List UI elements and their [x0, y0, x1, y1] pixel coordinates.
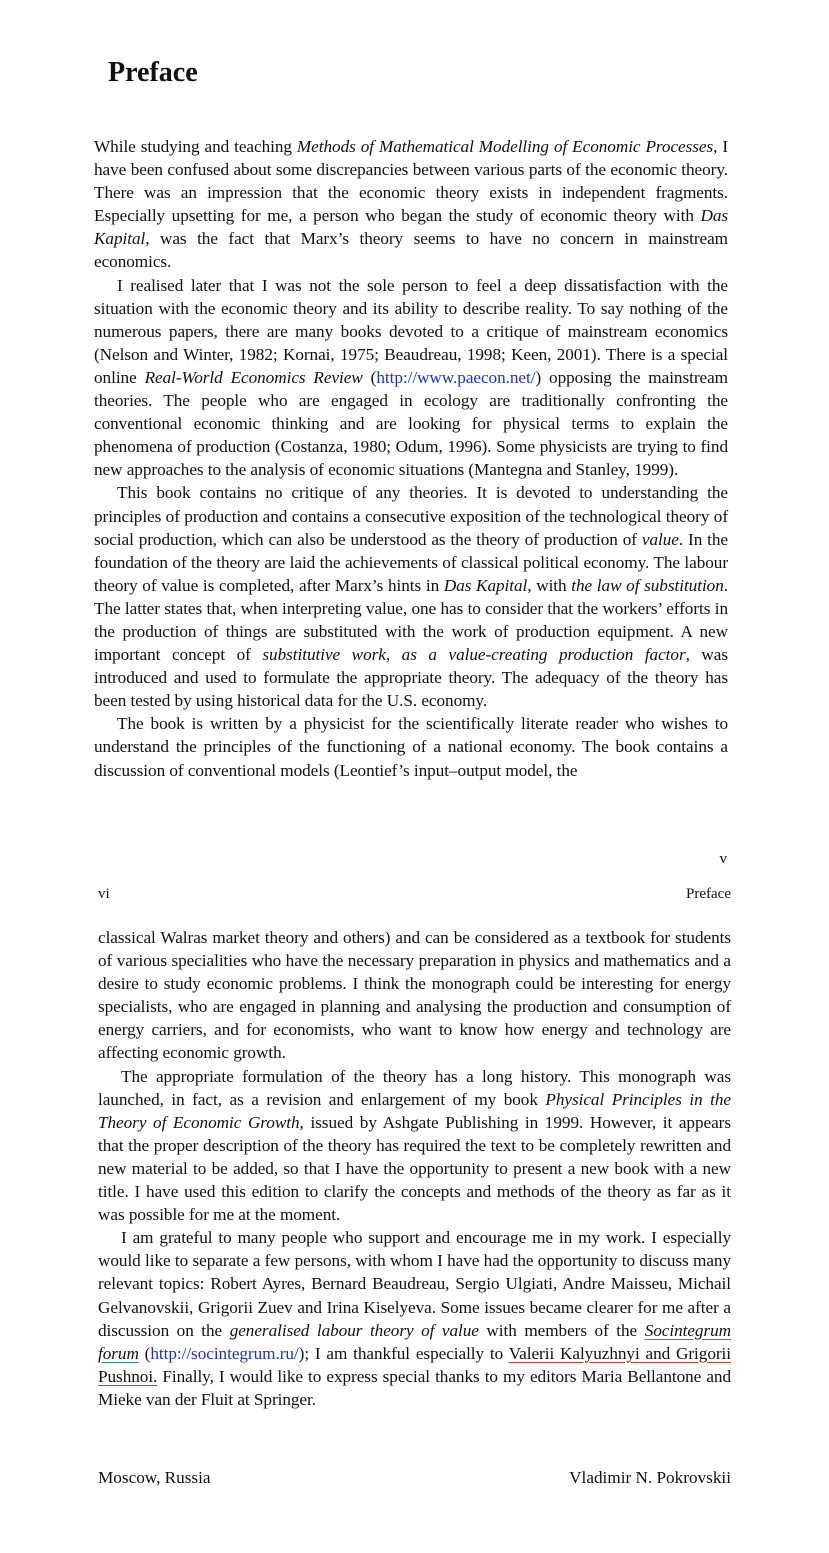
- text-run: Finally, I would like to express special thanks to my editors Maria Bellantone and Mieke van der Fluit at Springer.: [98, 1366, 731, 1409]
- paragraph: [94, 135, 728, 274]
- text-run: ) opposing the mainstream theories. The people who are engaged in ecology are traditionally confronting the conventional economic thinking and are looking for physical terms to explain the phenomena of production (Costanza, 1980; Odum, 1996). Some physicists are trying to find new approaches to the analysis of economic situations (Mantegna and Stanley, 1999).: [94, 367, 728, 480]
- text-run: The appropriate formulation of the theory has a long history. This monograph was launched, in fact, as a revision and enlargement of my book: [98, 1066, 731, 1109]
- link[interactable]: http://www.paecon.net/: [376, 367, 536, 387]
- text-run: with members of the: [478, 1320, 645, 1340]
- text-run: I realised later that I was not the sole person to feel a deep dissatisfaction with the situation with the economic theory and its ability to describe reality. To say nothing of the numerous papers, there are many books devoted to a critique of mainstream economics (Nelson and Winter, 1982; Kornai, 1975; Beaudreau, 1998; Keen, 2001). There is a special online: [94, 275, 728, 387]
- paragraph: [98, 1065, 731, 1227]
- italic-text: Das Kapital: [443, 575, 528, 595]
- signature-name: Vladimir N. Pokrovskii: [569, 1468, 731, 1487]
- highlighted-text: Valerii Kalyuzhnyi and Grigorii Pushnoi.: [98, 1343, 731, 1386]
- running-head: Preface: [686, 886, 731, 902]
- text-run: (: [138, 1343, 151, 1363]
- text-run: , was introduced and used to formulate the appropriate theory. The adequacy of the theory has been tested by using historical data for the U.S. economy.: [94, 645, 728, 711]
- page-number: vi: [98, 886, 110, 902]
- text-run: , with: [527, 575, 572, 595]
- paragraph: [94, 274, 728, 482]
- text-run: (: [362, 367, 377, 387]
- paragraph: [98, 926, 731, 1065]
- italic-text: the law of substitution: [571, 575, 724, 595]
- italic-text: Real-World Economics Review: [144, 367, 363, 387]
- text-run: classical Walras market theory and others) and can be considered as a textbook for students of various specialities who have the necessary preparation in physics and mathematics and a desire to study economic problems. I think the monograph could be interesting for energy specialists, who are engaged in planning and analysing the production and consumption of energy carriers, and for economists, who want to know how energy and technology are affecting economic growth.: [98, 928, 731, 1063]
- paragraph: [94, 481, 728, 712]
- text-run: While studying and teaching: [94, 137, 297, 156]
- italic-text: Methods of Mathematical Modelling of Economic Processes: [296, 137, 714, 156]
- text-run: . The latter states that, when interpreting value, one has to consider that the workers’ efforts in the production of things are substituted with the work of production equipment. A new important concept of: [94, 575, 729, 665]
- text-run: , was the fact that Marx’s theory seems to have no concern in mainstream economics.: [94, 229, 728, 272]
- page-number: v: [719, 851, 727, 867]
- highlighted-text: Socintegrum forum: [98, 1320, 732, 1363]
- chapter-title: Preface: [108, 57, 198, 88]
- body-text: [94, 135, 728, 782]
- paragraph: [94, 712, 728, 781]
- text-run: The book is written by a physicist for the scientifically literate reader who wishes to understand the principles of the functioning of a national economy. The book contains a discussion of conventional models (Leontief’s input–output model, the: [94, 714, 728, 780]
- italic-text: substitutive work, as a value-creating production factor: [262, 645, 686, 665]
- text-run: , issued by Ashgate Publishing in 1999. However, it appears that the proper description of the theory has required the text to be completely rewritten and new material to be added, so that I have the opportunity to present a new book with a new title. I have used this edition to clarify the concepts and methods of the theory as far as it was possible for me at the moment.: [98, 1112, 731, 1225]
- text-run: I am grateful to many people who support and encourage me in my work. I especially would like to separate a few persons, with whom I have had the opportunity to discuss many relevant topics: Robert Ayres, Bernard Beaudreau, Sergio Ulgiati, Andre Maisseu, Michail Gelvanovskii, Grigorii Zuev and Irina Kiselyeva. Some issues became clearer for me after a discussion on the: [98, 1228, 731, 1340]
- body-text: [98, 926, 731, 1411]
- link[interactable]: http://socintegrum.ru/: [150, 1343, 299, 1363]
- paragraph: [98, 1226, 731, 1411]
- italic-text: value: [641, 529, 679, 549]
- text-run: . In the foundation of the theory are laid the achievements of classical political economy. The labour theory of value is completed, after Marx’s hints in: [94, 529, 728, 595]
- italic-text: Das Kapital: [94, 206, 728, 249]
- text-run: , I have been confused about some discrepancies between various parts of the economic theory. There was an impression that the economic theory exists in independent fragments. Especially upsetting for me, a person who began the study of economic theory with: [94, 137, 728, 226]
- italic-text: generalised labour theory of value: [229, 1320, 479, 1340]
- text-run: ); I am thankful especially to: [298, 1343, 509, 1363]
- page-vi: [0, 880, 829, 1553]
- italic-text: Physical Principles in the Theory of Economic Growth: [98, 1089, 731, 1132]
- signature-place: Moscow, Russia: [98, 1468, 211, 1487]
- text-run: This book contains no critique of any theories. It is devoted to understanding the principles of production and contains a consecutive exposition of the technological theory of social production, which can also be understood as the theory of production of: [94, 483, 728, 549]
